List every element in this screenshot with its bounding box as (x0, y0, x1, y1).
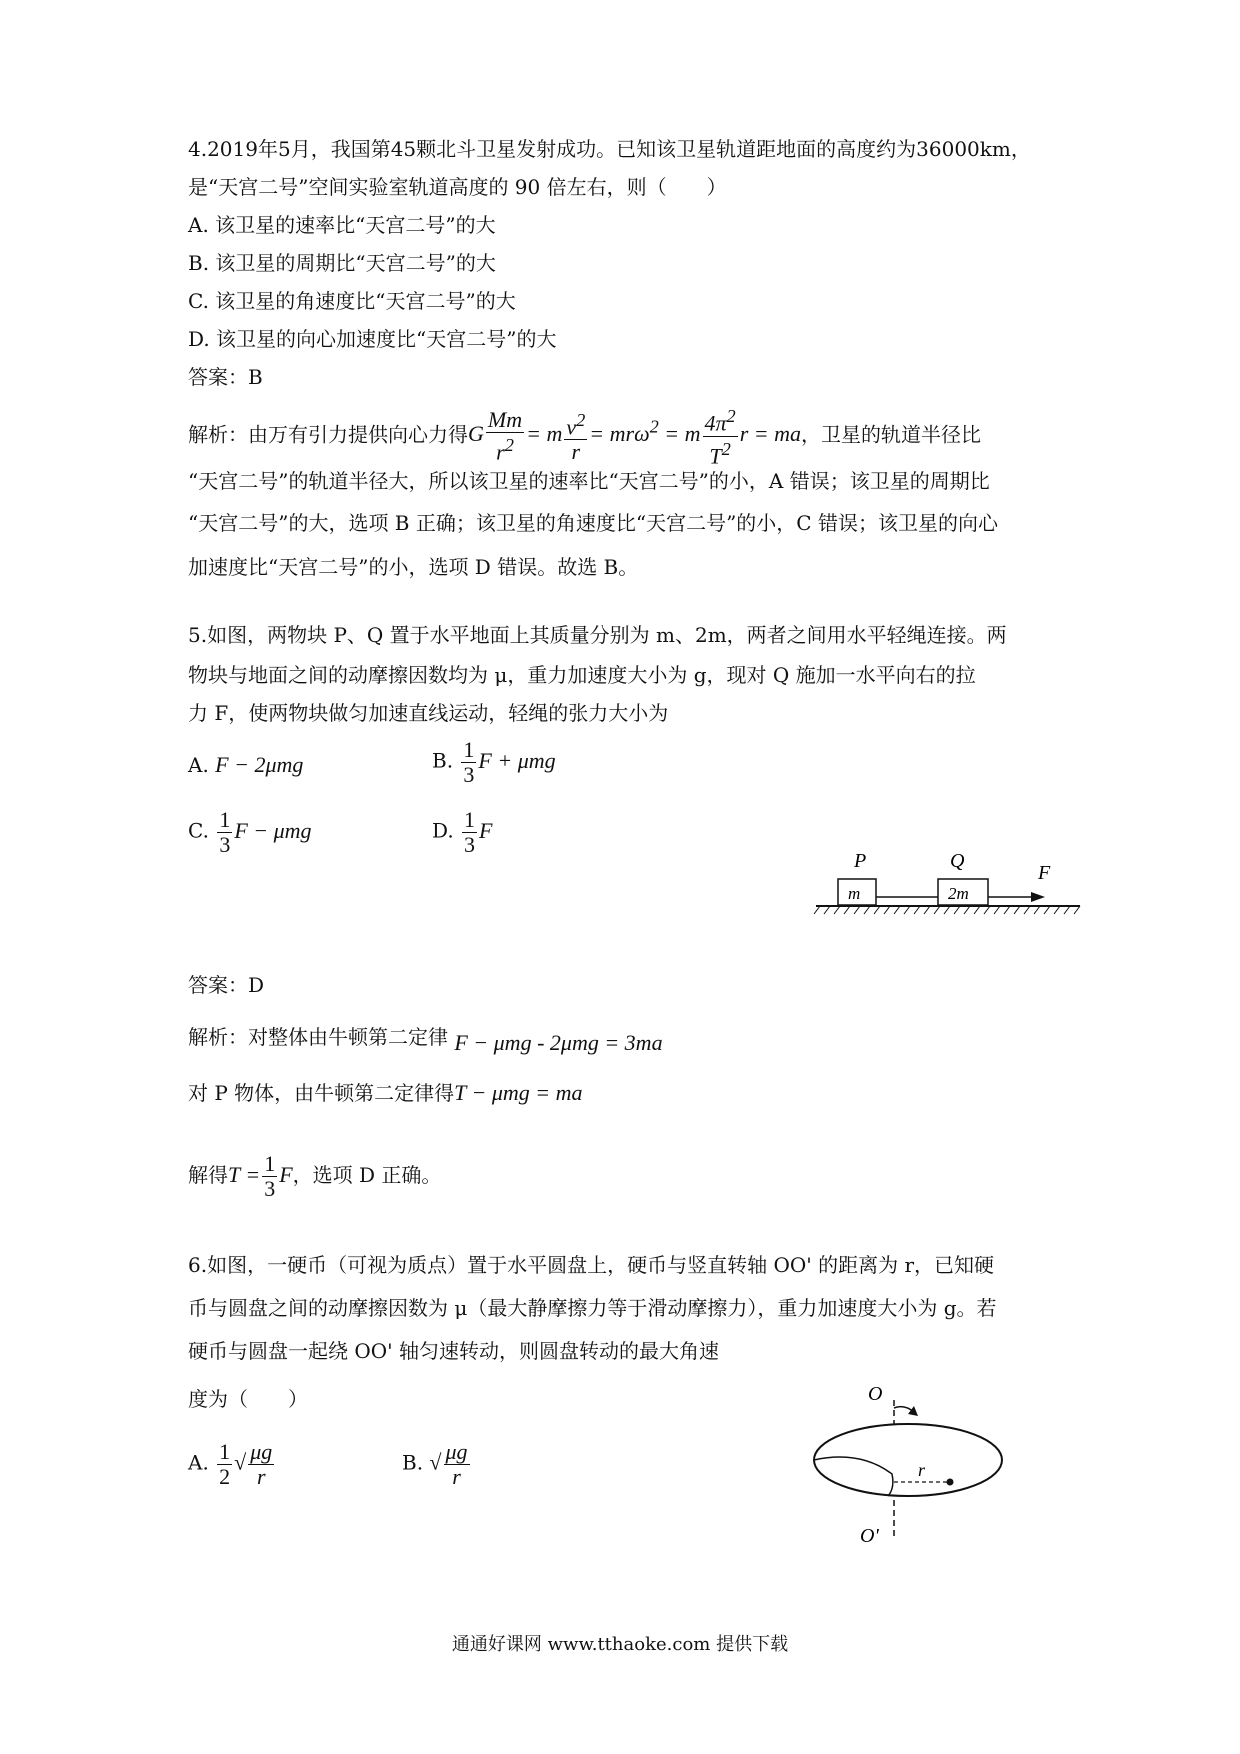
q4-analysis-line3: 加速度比“天宫二号”的小，选项 D 错误。故选 B。 (188, 555, 639, 579)
coin (947, 1479, 954, 1486)
q5-blocks-figure (810, 845, 1090, 925)
q6-stem-line3: 硬币与圆盘一起绕 OO' 轴匀速转动，则圆盘转动的最大角速 (188, 1339, 720, 1363)
q4-option-c: C. 该卫星的角速度比“天宫二号”的大 (188, 289, 516, 313)
q5-stem-line2: 物块与地面之间的动摩擦因数均为 μ，重力加速度大小为 g，现对 Q 施加一水平向右的拉 (188, 663, 976, 687)
q4-stem-line2: 是“天宫二号”空间实验室轨道高度的 90 倍左右，则（ ） (188, 175, 727, 199)
ground-hatching (814, 906, 1080, 914)
q5-option-c: C. $\frac{1}{3}$ F − μmg (188, 807, 312, 857)
disk (814, 1424, 1002, 1496)
q5-eq-p: T − μmg = ma (454, 1080, 583, 1105)
q4-analysis-suffix: ，卫星的轨道半径比 (801, 422, 982, 447)
q5-eq-whole: F − μmg - 2μmg = 3ma (454, 1030, 663, 1055)
gravitation-formula: G $\frac{Mm}{r^2}$ = m $\frac{v^2}{r}$ = mrω$^2$ = m $\frac{4\pi^2}{T^2}$ r = ma (468, 406, 802, 469)
q6-disk-figure (800, 1376, 1010, 1546)
label-q: Q (950, 850, 965, 872)
q6-stem-line4: 度为（ ） (188, 1387, 308, 1411)
q5-option-b: B. $\frac{1}{3}$ F + μmg (432, 737, 556, 787)
q5-answer: 答案：D (188, 973, 265, 997)
q5-stem-line1: 5.如图，两物块 P、Q 置于水平地面上其质量分别为 m、2m，两者之间用水平轻绳连接。两 (188, 623, 1007, 647)
q4-analysis-line2: “天宫二号”的大，选项 B 正确；该卫星的角速度比“天宫二号”的小，C 错误；该卫星的向心 (188, 511, 998, 535)
q5-analysis-line2: 对 P 物体，由牛顿第二定律得T − μmg = ma (188, 1080, 583, 1105)
q5-analysis-line3: 解得T = $\frac{1}{3}$ F，选项 D 正确。 (188, 1151, 442, 1202)
q4-analysis-prefix: 解析：由万有引力提供向心力得 (188, 422, 468, 447)
label-o-bottom: O' (860, 1525, 879, 1546)
q4-option-a: A. 该卫星的速率比“天宫二号”的大 (188, 213, 496, 237)
q5-option-d: D. $\frac{1}{3}$ F (432, 807, 493, 857)
q6-stem-line2: 币与圆盘之间的动摩擦因数为 μ（最大静摩擦力等于滑动摩擦力），重力加速度大小为 g。若 (188, 1296, 997, 1320)
q5-analysis-line1: 解析：对整体由牛顿第二定律 F − μmg - 2μmg = 3ma (188, 1025, 663, 1055)
q4-option-b: B. 该卫星的周期比“天宫二号”的大 (188, 251, 496, 275)
q4-analysis-line1: “天宫二号”的轨道半径大，所以该卫星的速率比“天宫二号”的小，A 错误；该卫星的周期比 (188, 469, 990, 493)
q4-stem-line1: 4.2019年5月，我国第45颗北斗卫星发射成功。已知该卫星轨道距地面的高度约为36000km， (188, 137, 1031, 161)
q5-stem-line3: 力 F，使两物块做匀加速直线运动，轻绳的张力大小为 (188, 701, 669, 725)
page-footer: 通通好课网 www.tthaoke.com 提供下载 (451, 1634, 789, 1655)
q6-stem-line1: 6.如图，一硬币（可视为质点）置于水平圆盘上，硬币与竖直转轴 OO' 的距离为 r，已知硬 (188, 1253, 995, 1277)
rotation-arrowhead (908, 1406, 918, 1416)
q6-option-a: A. $\frac{1}{2}$ √ $\frac{\mu g}{r}$ (188, 1439, 273, 1489)
force-arrowhead (1031, 892, 1045, 902)
label-r: r (918, 1460, 926, 1480)
label-f: F (1038, 862, 1051, 884)
q4-analysis-formula-line (188, 402, 981, 468)
q6-option-b: B. √ $\frac{\mu g}{r}$ (402, 1439, 468, 1489)
q5-option-a: A. F − 2μmg (188, 752, 304, 777)
q4-option-d: D. 该卫星的向心加速度比“天宫二号”的大 (188, 327, 557, 351)
label-o-top: O (868, 1383, 883, 1405)
block-p-mass: m (848, 884, 861, 903)
block-q-mass: 2m (948, 884, 969, 903)
q4-answer: 答案：B (188, 365, 263, 389)
label-p: P (854, 850, 867, 872)
